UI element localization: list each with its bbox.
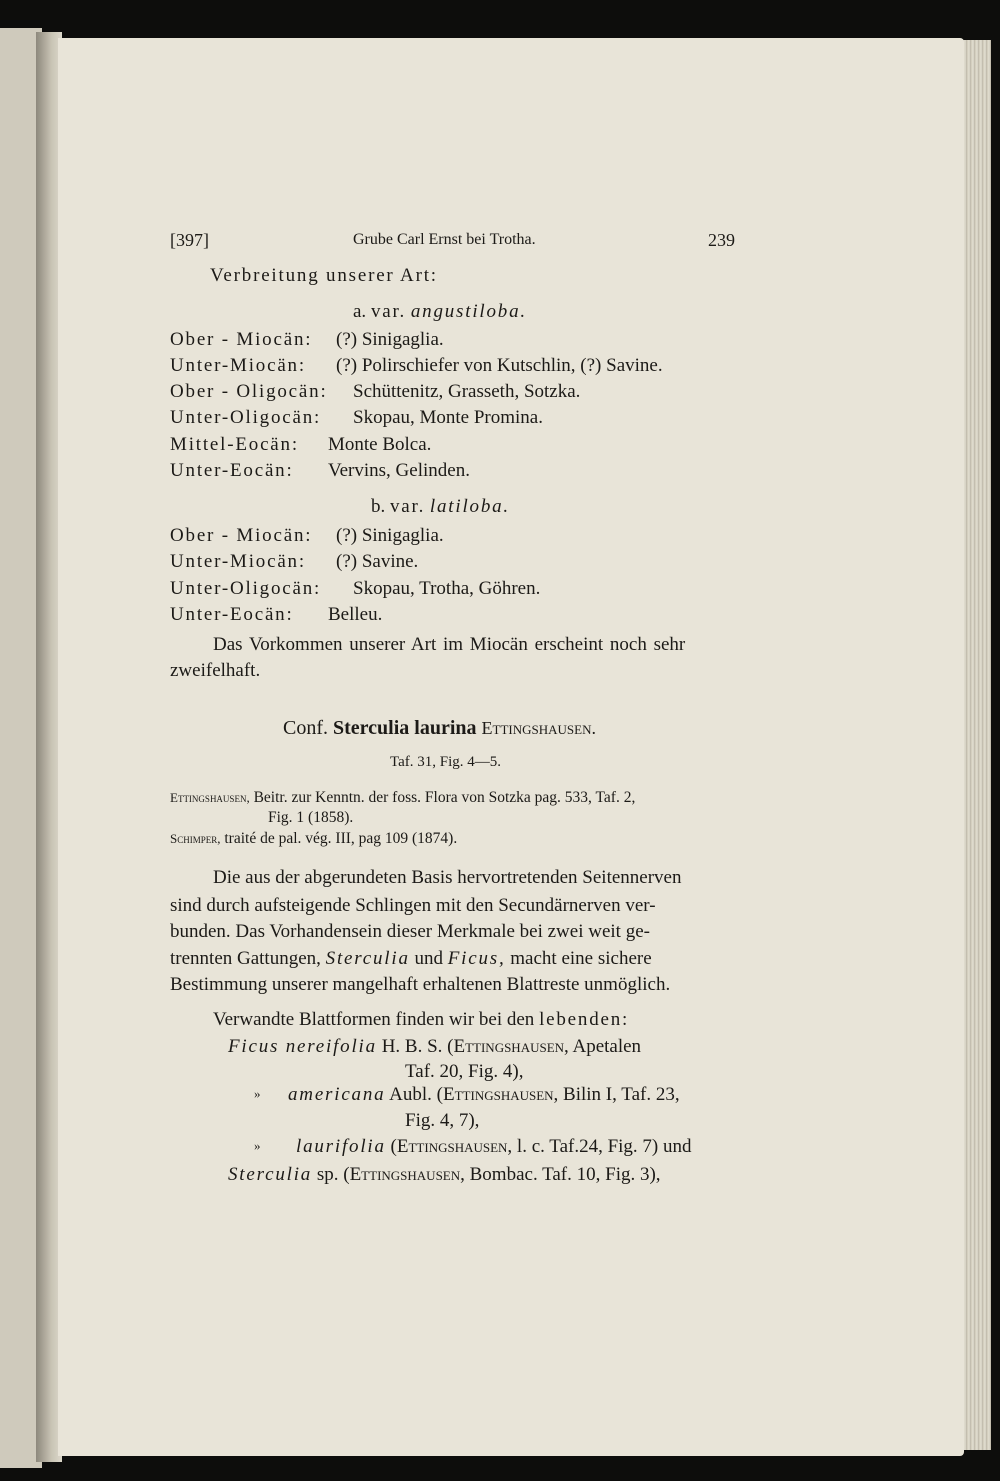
- variety-a-heading: [353, 302, 527, 321]
- related-species-text: H. B. S. (: [381, 1036, 454, 1057]
- related-species-text: , Apetalen: [564, 1036, 642, 1057]
- species-heading: [283, 717, 596, 740]
- body-text: macht eine sichere: [510, 948, 652, 969]
- related-species-text: Aubl. (: [389, 1084, 443, 1105]
- header-section-number: [397]: [170, 230, 209, 250]
- related-species-item: [296, 1137, 692, 1156]
- related-species-name: Ficus nereifolia: [228, 1036, 377, 1057]
- header-title: Grube Carl Ernst bei Trotha.: [353, 231, 536, 248]
- related-species-item: [288, 1085, 680, 1104]
- related-species-author: Ettingshausen: [396, 1136, 508, 1157]
- stage-label: Unter-Eocän:: [170, 460, 294, 481]
- body-line: Die aus der abgerundeten Basis hervortretenden Seitennerven: [213, 867, 682, 888]
- variety-letter: b.: [371, 496, 386, 517]
- related-species-item: [228, 1165, 661, 1184]
- related-species-continuation: Taf. 20, Fig. 4),: [405, 1061, 524, 1082]
- body-text: Verwandte Blattformen finden wir bei den: [213, 1009, 535, 1030]
- species-name: Sterculia laurina: [333, 717, 477, 739]
- body-line: bunden. Das Vorhandensein dieser Merkmale bei zwei weit ge-: [170, 921, 650, 942]
- reference-continuation: Fig. 1 (1858).: [268, 809, 354, 826]
- stage-label: Ober - Miocän:: [170, 525, 313, 546]
- variety-name: latiloba.: [429, 496, 510, 517]
- reference-text: traité de pal. vég. III, pag 109 (1874).: [224, 830, 458, 847]
- related-species-name: americana: [288, 1084, 386, 1105]
- stage-label: Ober - Miocän:: [170, 329, 313, 350]
- related-species-text: , Bombac. Taf. 10, Fig. 3),: [460, 1164, 661, 1185]
- ditto-mark: »: [254, 1086, 261, 1101]
- related-species-text: , l. c. Taf.24, Fig. 7) und: [507, 1136, 692, 1157]
- genus-name: Ficus,: [447, 948, 506, 969]
- species-author: Ettingshausen.: [481, 718, 596, 738]
- stage-localities: (?) Savine.: [336, 551, 419, 572]
- stage-localities: Monte Bolca.: [328, 434, 432, 455]
- related-species-author: Ettingshausen: [349, 1164, 461, 1185]
- body-line: sind durch aufsteigende Schlingen mit den Secundärnerven ver-: [170, 895, 656, 916]
- related-species-continuation: Fig. 4, 7),: [405, 1110, 480, 1131]
- stage-label: Unter-Eocän:: [170, 604, 294, 625]
- body-line: [213, 1010, 629, 1029]
- stage-label: Unter-Miocän:: [170, 355, 306, 376]
- distribution-note-line: Das Vorkommen unserer Art im Miocän erscheint noch sehr: [213, 634, 686, 655]
- reference-author: Schimper,: [170, 831, 221, 846]
- reference-text: Beitr. zur Kenntn. der foss. Flora von Sotzka pag. 533, Taf. 2,: [253, 789, 636, 806]
- related-species-text: , Bilin I, Taf. 23,: [553, 1084, 680, 1105]
- body-text: und: [414, 948, 443, 969]
- reference-line: [170, 830, 457, 848]
- body-line: Bestimmung unserer mangelhaft erhaltenen Blattreste unmöglich.: [170, 974, 671, 995]
- variety-label: var.: [370, 301, 407, 322]
- variety-name: angustiloba.: [410, 301, 527, 322]
- stage-localities: Skopau, Monte Promina.: [353, 407, 543, 428]
- related-species-name: Sterculia: [228, 1164, 313, 1185]
- related-species-text: (: [390, 1136, 397, 1157]
- body-text-spaced: lebenden:: [539, 1009, 630, 1030]
- body-line: [170, 949, 652, 968]
- related-species-author: Ettingshausen: [443, 1084, 554, 1105]
- stage-label: Unter-Oligocän:: [170, 578, 322, 599]
- stage-localities: (?) Sinigaglia.: [336, 525, 444, 546]
- stage-label: Ober - Oligocän:: [170, 381, 328, 402]
- species-conf: Conf.: [283, 717, 328, 739]
- book-page: [58, 38, 964, 1456]
- related-species-item: [228, 1037, 641, 1056]
- distribution-note-line: zweifelhaft.: [170, 660, 261, 681]
- body-text: trennten Gattungen,: [170, 948, 321, 969]
- distribution-heading: Verbreitung unserer Art:: [210, 265, 438, 286]
- stage-localities: Schüttenitz, Grasseth, Sotzka.: [353, 381, 581, 402]
- stage-label: Mittel-Eocän:: [170, 434, 299, 455]
- stage-localities: (?) Sinigaglia.: [336, 329, 444, 350]
- related-species-author: Ettingshausen: [453, 1036, 565, 1057]
- related-species-text: sp. (: [316, 1164, 350, 1185]
- genus-name: Sterculia: [325, 948, 410, 969]
- reference-line: [170, 789, 635, 807]
- stage-localities: Skopau, Trotha, Göhren.: [353, 578, 541, 599]
- variety-label: var.: [390, 496, 426, 517]
- stage-localities: Belleu.: [328, 604, 383, 625]
- related-species-name: laurifolia: [296, 1136, 386, 1157]
- stage-localities: (?) Polirschiefer von Kutschlin, (?) Savine.: [336, 355, 663, 376]
- variety-letter: a.: [353, 301, 367, 322]
- header-page-number: 239: [708, 230, 735, 250]
- variety-b-heading: [371, 497, 510, 516]
- stage-label: Unter-Miocän:: [170, 551, 306, 572]
- reference-author: Ettingshausen,: [170, 790, 250, 805]
- stage-localities: Vervins, Gelinden.: [328, 460, 470, 481]
- stage-label: Unter-Oligocän:: [170, 407, 322, 428]
- ditto-mark: »: [254, 1138, 261, 1153]
- species-plate: Taf. 31, Fig. 4—5.: [390, 754, 502, 770]
